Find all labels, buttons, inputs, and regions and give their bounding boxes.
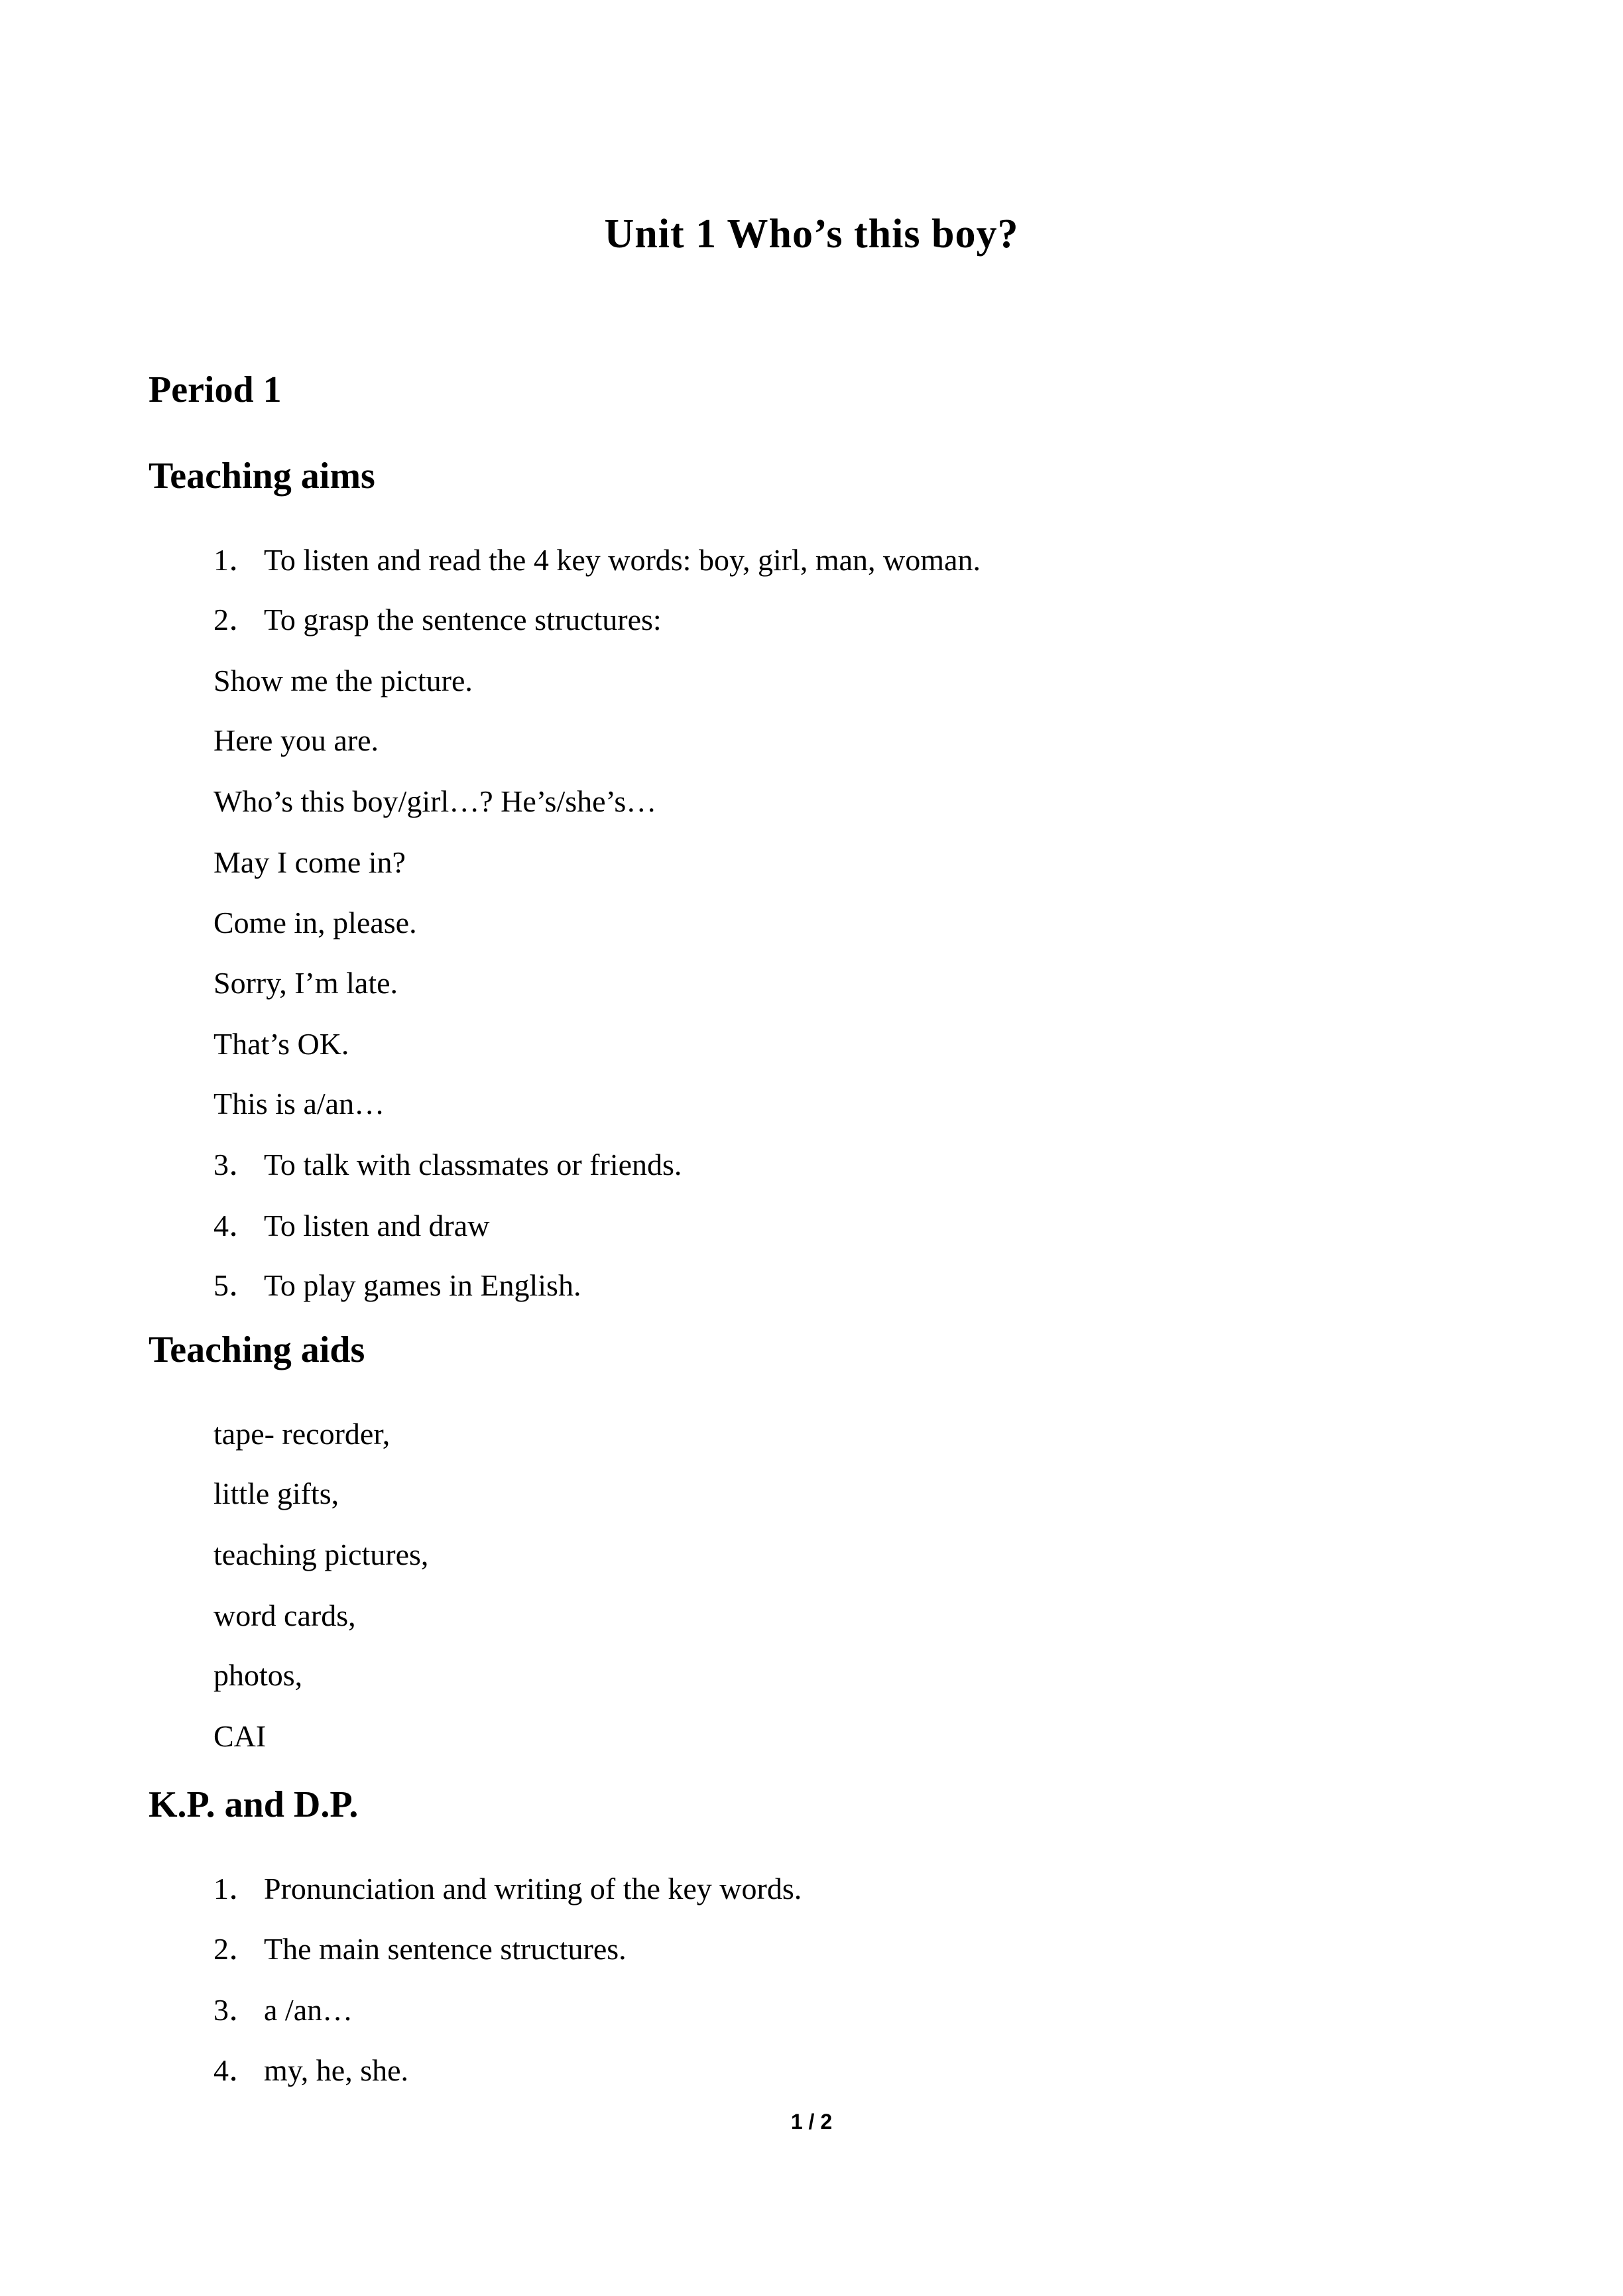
kp-item-3 (213, 1995, 353, 2025)
aid-item: teaching pictures, (213, 1538, 429, 1571)
period-heading: Period 1 (149, 369, 282, 410)
page-title: Unit 1 Who’s this boy? (604, 211, 1019, 257)
structure-line: Who’s this boy/girl…? He’s/she’s… (213, 784, 657, 818)
kp-dp-heading: K.P. and D.P. (149, 1784, 359, 1825)
kp-item-text: The main sentence structures. (264, 1932, 627, 1966)
aim-item-number: 1． (213, 543, 259, 577)
kp-item-number: 1． (213, 1872, 259, 1905)
structure-line: Show me the picture. (213, 664, 473, 697)
aim-item-text: To listen and draw (264, 1209, 490, 1242)
structure-line: Sorry, I’m late. (213, 966, 398, 1000)
kp-item-text: my, he, she. (264, 2053, 409, 2087)
aim-item-3 (213, 1150, 682, 1180)
structure-line: May I come in? (213, 845, 406, 879)
aim-item-text: To play games in English. (264, 1268, 581, 1302)
aim-item-number: 5． (213, 1268, 259, 1302)
aid-item: word cards, (213, 1599, 356, 1632)
aid-item: tape- recorder, (213, 1417, 391, 1451)
aim-item-number: 4． (213, 1209, 259, 1242)
aid-item: little gifts, (213, 1477, 339, 1510)
kp-item-number: 4． (213, 2053, 259, 2087)
page-number: 1 / 2 (790, 2110, 833, 2134)
kp-item-number: 3． (213, 1993, 259, 2027)
aim-item-5 (213, 1270, 581, 1301)
teaching-aims-heading: Teaching aims (149, 455, 375, 497)
aim-item-1 (213, 545, 981, 575)
kp-item-4 (213, 2055, 408, 2086)
structure-line: Here you are. (213, 723, 379, 757)
structure-line: Come in, please. (213, 906, 417, 939)
teaching-aids-heading: Teaching aids (149, 1329, 365, 1370)
aim-item-number: 3． (213, 1148, 259, 1181)
aim-item-text: To grasp the sentence structures: (264, 603, 662, 636)
aim-item-text: To listen and read the 4 key words: boy, girl, man, woman. (264, 543, 981, 577)
structure-line: This is a/an… (213, 1087, 385, 1120)
kp-item-text: a /an… (264, 1993, 353, 2027)
aim-item-number: 2． (213, 603, 259, 636)
structure-line: That’s OK. (213, 1027, 349, 1061)
kp-item-text: Pronunciation and writing of the key words. (264, 1872, 802, 1905)
kp-item-number: 2． (213, 1932, 259, 1966)
kp-item-2 (213, 1934, 627, 1964)
aid-item: photos, (213, 1658, 303, 1692)
aim-item-4 (213, 1211, 489, 1241)
aim-item-2 (213, 605, 662, 635)
kp-item-1 (213, 1874, 802, 1904)
aid-item: CAI (213, 1719, 267, 1753)
aim-item-text: To talk with classmates or friends. (264, 1148, 682, 1181)
